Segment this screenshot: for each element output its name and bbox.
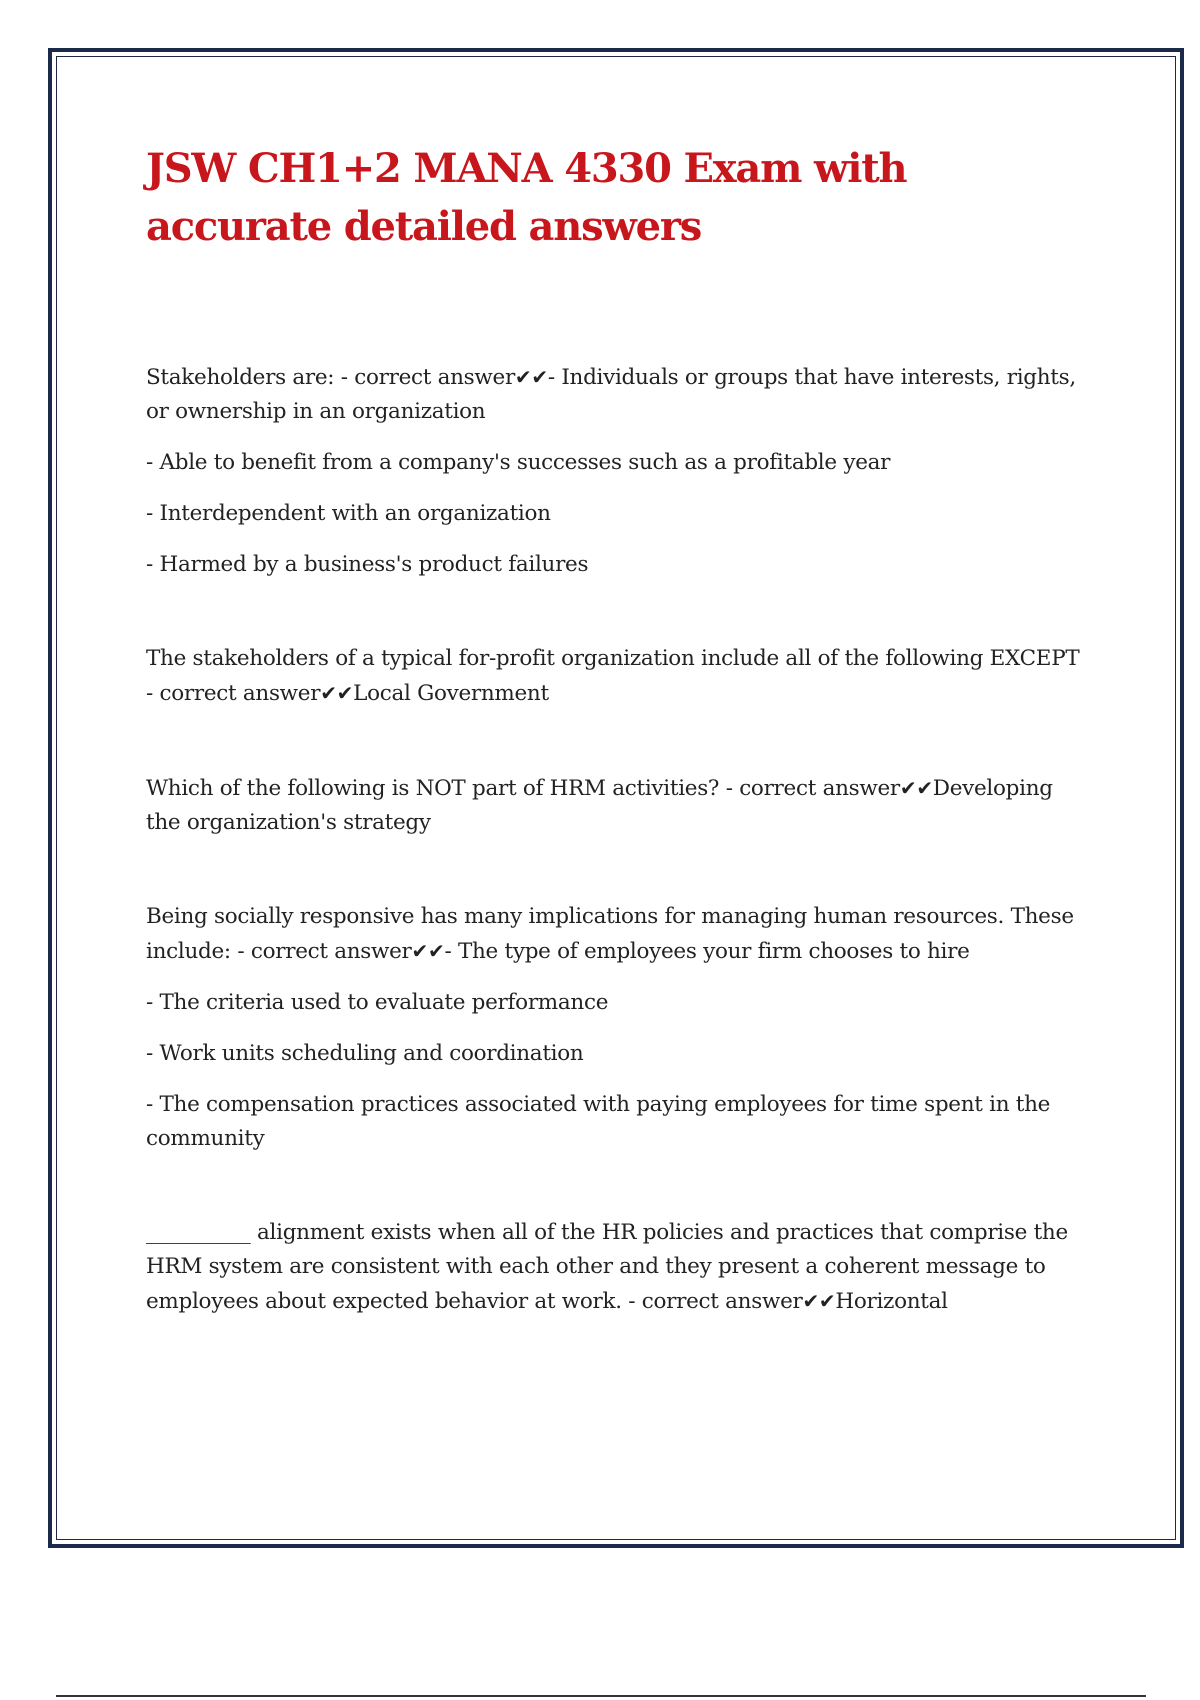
qa-line — [146, 642, 1086, 711]
answer-text: - Individuals or groups that have interests, rights, or ownership in an organization — [146, 365, 1076, 424]
checkmark-icon: ✔✔ — [802, 1289, 836, 1313]
question-text: Stakeholders are: - correct answer — [146, 365, 515, 390]
qa-line — [146, 900, 1086, 969]
question-text: Which of the following is NOT part of HRM activities? - correct answer — [146, 776, 900, 801]
checkmark-icon: ✔✔ — [514, 365, 548, 389]
qa-item — [146, 642, 1086, 711]
answer-text: - The type of employees your firm chooses to hire — [444, 939, 970, 964]
checkmark-icon: ✔✔ — [899, 776, 933, 800]
checkmark-icon: ✔✔ — [320, 681, 354, 705]
answer-line: - Able to benefit from a company's successes such as a profitable year — [146, 450, 891, 475]
question-text: __________ alignment exists when all of the HR policies and practices that comprise the HRM system are consistent with each other and they present a coherent message to employees about expected behavior at work. - correct answer — [146, 1220, 1068, 1314]
answer-text: Developing the organization's strategy — [146, 776, 1053, 835]
answer-line: - The compensation practices associated with paying employees for time spent in the community — [146, 1092, 1051, 1151]
answer-text: Local Government — [353, 681, 549, 706]
qa-line — [146, 771, 1086, 840]
document-content — [146, 140, 1086, 1379]
answer-line: - The criteria used to evaluate performance — [146, 990, 609, 1015]
question-text: The stakeholders of a typical for-profit organization include all of the following EXCEPT - correct answer — [146, 646, 1080, 706]
qa-item — [146, 1216, 1086, 1319]
qa-line — [146, 1216, 1086, 1319]
qa-list — [146, 360, 1086, 1319]
qa-item — [146, 771, 1086, 840]
answer-line: - Harmed by a business's product failures — [146, 552, 589, 577]
answer-line: - Work units scheduling and coordination — [146, 1041, 584, 1066]
answer-text: Horizontal — [835, 1289, 948, 1314]
document-title: JSW CH1+2 MANA 4330 Exam with accurate detailed answers — [146, 145, 907, 250]
qa-item — [146, 900, 1086, 1156]
qa-line — [146, 360, 1086, 429]
qa-item — [146, 360, 1086, 582]
bottom-rule — [56, 1695, 1146, 1697]
answer-line: - Interdependent with an organization — [146, 501, 551, 526]
question-text: Being socially responsive has many implications for managing human resources. These include: - correct answer — [146, 904, 1074, 964]
checkmark-icon: ✔✔ — [411, 939, 445, 963]
